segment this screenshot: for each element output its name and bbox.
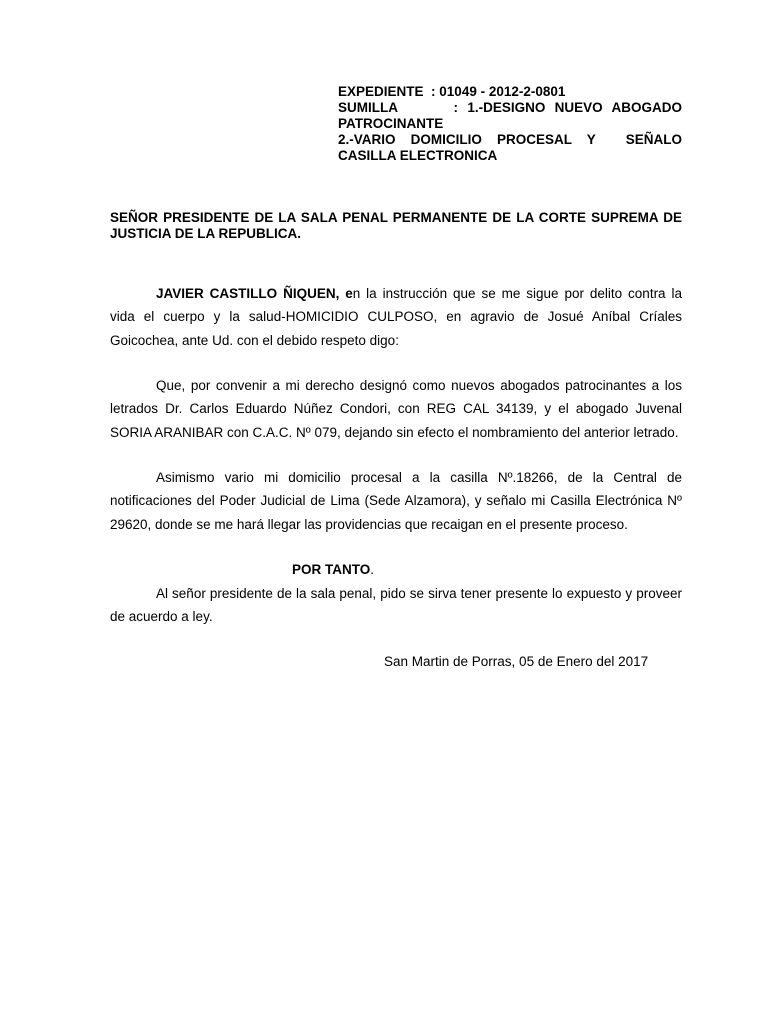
- expediente-label: EXPEDIENTE: [338, 84, 424, 99]
- case-header: [338, 84, 682, 164]
- paragraph-introduction: [110, 282, 682, 352]
- por-tanto-heading: [292, 558, 374, 581]
- signature-date: San Martin de Porras, 05 de Enero del 2017: [384, 654, 649, 669]
- addressee: SEÑOR PRESIDENTE DE LA SALA PENAL PERMANENTE DE LA CORTE SUPREMA DE JUSTICIA DE LA REPUBLICA.: [110, 210, 682, 241]
- expediente-line: [338, 84, 682, 100]
- paragraph-domicile: Asimismo vario mi domicilio procesal a la casilla Nº.18266, de la Central de notificaciones del Poder Judicial de Lima (Sede Alzamora), y señalo mi Casilla Electrónica Nº 29620, donde se me hará llegar las providencias que recaigan en el presente proceso.: [110, 470, 682, 532]
- paragraph-request: Al señor presidente de la sala penal, pido se sirva tener presente lo expuesto y proveer de acuerdo a ley.: [110, 586, 682, 625]
- sumilla-line-1: SUMILLA : 1.-DESIGNO NUEVO ABOGADO: [338, 100, 682, 115]
- introduction-text: n la instrucción que se me sigue por delito contra la vida el cuerpo y la salud-HOMICIDIO CULPOSO, en agravio de Josué Aníbal Críales Goicochea, ante Ud. con el debido respeto digo:: [110, 286, 682, 348]
- expediente-value: : 01049 - 2012-2-0801: [431, 84, 566, 99]
- por-tanto-punctuation: .: [370, 562, 375, 577]
- sumilla-line-2: PATROCINANTE: [338, 116, 444, 131]
- sumilla-line-4: CASILLA ELECTRONICA: [338, 148, 498, 163]
- paragraph-designation: Que, por convenir a mi derecho designó como nuevos abogados patrocinantes a los letrados Dr. Carlos Eduardo Núñez Condori, con REG CAL 34139, y el abogado Juvenal SORIA ARANIBAR con C.A.C. Nº 079, dejando sin efecto el nombramiento del anterior letrado.: [110, 378, 682, 440]
- por-tanto-label: POR TANTO: [292, 562, 371, 577]
- sumilla-line-3: 2.-VARIO DOMICILIO PROCESAL Y SEÑALO: [338, 132, 682, 147]
- petitioner-name: JAVIER CASTILLO ÑIQUEN, e: [156, 286, 353, 301]
